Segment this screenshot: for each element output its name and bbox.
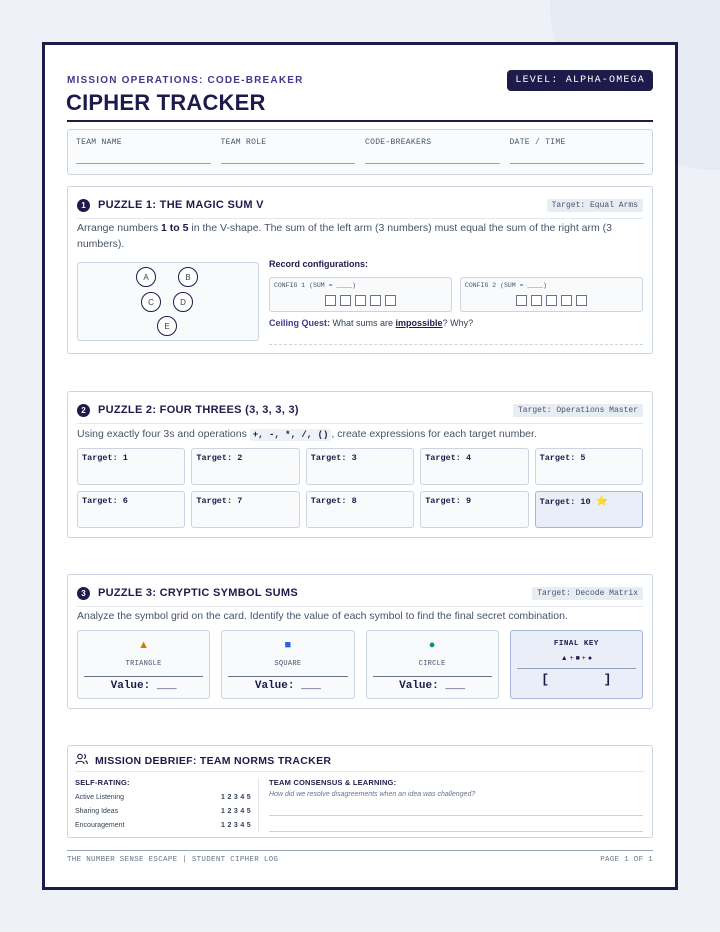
target-cell[interactable]: Target: 7 bbox=[191, 491, 299, 528]
date-time-field[interactable] bbox=[510, 130, 645, 174]
puzzle-number-badge: 3 bbox=[77, 587, 90, 600]
answer-slot[interactable] bbox=[516, 295, 527, 306]
record-configurations-label: Record configurations: bbox=[269, 259, 369, 269]
puzzle-1-target-tag: Target: Equal Arms bbox=[547, 199, 643, 212]
write-line bbox=[76, 163, 211, 164]
puzzle-3-header bbox=[77, 582, 643, 604]
answer-line[interactable] bbox=[269, 344, 643, 345]
quest-text: What sums are bbox=[330, 318, 396, 328]
rating-label: Sharing Ideas bbox=[75, 808, 119, 815]
symbol-name: TRIANGLE bbox=[125, 660, 162, 668]
v-node-b[interactable]: B bbox=[178, 267, 198, 287]
answer-slot[interactable] bbox=[546, 295, 557, 306]
rating-label: Active Listening bbox=[75, 794, 125, 801]
circle-card bbox=[366, 630, 499, 699]
header-divider bbox=[67, 120, 653, 122]
puzzle-number-badge: 2 bbox=[77, 404, 90, 417]
circle-value-field[interactable]: Value: ___ bbox=[399, 680, 466, 692]
rating-row bbox=[75, 822, 251, 829]
instruction-text: in the V-shape. The sum of the left arm (3 numbers) must equal the sum of the right arm (3 numbers). bbox=[77, 222, 612, 250]
v-node-c[interactable]: C bbox=[141, 292, 161, 312]
column-divider bbox=[258, 778, 259, 832]
config-2-slots bbox=[461, 295, 642, 306]
rating-scale[interactable]: 1 2 3 4 5 bbox=[221, 808, 251, 815]
symbol-name: SQUARE bbox=[274, 660, 302, 668]
symbol-grid bbox=[77, 630, 643, 699]
team-name-field[interactable] bbox=[76, 130, 211, 174]
instruction-text: , create expressions for each target number. bbox=[331, 428, 537, 440]
answer-slot[interactable] bbox=[531, 295, 542, 306]
puzzle-1-title: PUZZLE 1: THE MAGIC SUM V bbox=[98, 199, 264, 211]
puzzle-1-instructions bbox=[77, 220, 643, 252]
divider bbox=[77, 606, 643, 607]
target-grid bbox=[77, 448, 643, 528]
target-cell[interactable]: Target: 8 bbox=[306, 491, 414, 528]
answer-slot[interactable] bbox=[370, 295, 381, 306]
puzzle-2-title: PUZZLE 2: FOUR THREES (3, 3, 3, 3) bbox=[98, 404, 299, 416]
rating-scale[interactable]: 1 2 3 4 5 bbox=[221, 822, 251, 829]
ceiling-quest-label: Ceiling Quest: bbox=[269, 318, 331, 328]
answer-slot[interactable] bbox=[355, 295, 366, 306]
code-breakers-label: CODE-BREAKERS bbox=[365, 138, 432, 147]
puzzle-1-card bbox=[67, 186, 653, 354]
users-icon bbox=[75, 752, 88, 770]
final-key-card bbox=[510, 630, 643, 699]
target-cell[interactable]: Target: 2 bbox=[191, 448, 299, 485]
write-line bbox=[365, 163, 500, 164]
divider bbox=[373, 676, 492, 677]
consensus-question: How did we resolve disagreements when an idea was challenged? bbox=[269, 791, 476, 798]
team-name-label: TEAM NAME bbox=[76, 138, 122, 147]
config-2-box bbox=[460, 277, 643, 312]
level-badge: LEVEL: ALPHA-OMEGA bbox=[507, 70, 653, 91]
square-icon: ■ bbox=[284, 639, 292, 651]
target-cell[interactable]: Target: 6 bbox=[77, 491, 185, 528]
divider bbox=[77, 423, 643, 424]
star-icon: ⭐ bbox=[595, 497, 609, 508]
puzzle-2-instructions bbox=[77, 426, 643, 443]
v-shape-diagram bbox=[77, 262, 259, 341]
target-label: Target: 10 bbox=[539, 497, 591, 507]
target-cell-bonus[interactable] bbox=[535, 491, 643, 528]
quest-text: ? Why? bbox=[442, 318, 474, 328]
rating-scale[interactable]: 1 2 3 4 5 bbox=[221, 794, 251, 801]
target-cell[interactable]: Target: 3 bbox=[306, 448, 414, 485]
target-cell[interactable]: Target: 9 bbox=[420, 491, 528, 528]
page-number: PAGE 1 OF 1 bbox=[600, 856, 653, 864]
rating-row bbox=[75, 794, 251, 801]
footer-divider bbox=[67, 850, 653, 851]
puzzle-3-card bbox=[67, 574, 653, 709]
square-value-field[interactable]: Value: ___ bbox=[254, 680, 321, 692]
date-time-label: DATE / TIME bbox=[509, 138, 566, 147]
target-cell[interactable]: Target: 5 bbox=[535, 448, 643, 485]
square-card bbox=[221, 630, 354, 699]
puzzle-3-title: PUZZLE 3: CRYPTIC SYMBOL SUMS bbox=[98, 587, 298, 599]
puzzle-1-header bbox=[77, 194, 643, 216]
answer-slot[interactable] bbox=[561, 295, 572, 306]
divider bbox=[77, 218, 643, 219]
puzzle-number-badge: 1 bbox=[77, 199, 90, 212]
ceiling-quest bbox=[269, 318, 473, 328]
quest-emphasis: impossible bbox=[395, 318, 443, 328]
config-1-label: CONFIG 1 (SUM = ____) bbox=[274, 282, 356, 289]
v-node-a[interactable]: A bbox=[136, 267, 156, 287]
triangle-card bbox=[77, 630, 210, 699]
final-key-title: FINAL KEY bbox=[553, 640, 599, 648]
final-key-answer-field[interactable]: [ ] bbox=[541, 672, 612, 687]
final-key-sequence: ▲ + ■ + ● bbox=[560, 655, 593, 662]
config-2-label: CONFIG 2 (SUM = ____) bbox=[465, 282, 547, 289]
debrief-title: MISSION DEBRIEF: TEAM NORMS TRACKER bbox=[95, 754, 332, 767]
write-line bbox=[510, 163, 645, 164]
instruction-emphasis: 1 to 5 bbox=[161, 222, 189, 234]
answer-line[interactable] bbox=[269, 815, 643, 816]
consensus-label: TEAM CONSENSUS & LEARNING: bbox=[269, 778, 397, 787]
debrief-card bbox=[67, 745, 653, 838]
header-kicker: MISSION OPERATIONS: CODE-BREAKER bbox=[67, 75, 304, 86]
team-role-field[interactable] bbox=[221, 130, 356, 174]
config-1-box bbox=[269, 277, 452, 312]
v-node-d[interactable]: D bbox=[173, 292, 193, 312]
consensus-section bbox=[269, 778, 643, 798]
triangle-icon: ▲ bbox=[138, 639, 150, 651]
instruction-text: Using exactly four 3s and operations bbox=[77, 428, 250, 440]
instruction-text: Arrange numbers bbox=[77, 222, 162, 234]
answer-slot[interactable] bbox=[340, 295, 351, 306]
puzzle-2-header bbox=[77, 399, 643, 421]
answer-slot[interactable] bbox=[576, 295, 587, 306]
config-1-slots bbox=[270, 295, 451, 306]
answer-line[interactable] bbox=[269, 831, 643, 832]
team-role-label: TEAM ROLE bbox=[220, 138, 267, 147]
team-info-box bbox=[67, 129, 653, 175]
answer-slot[interactable] bbox=[385, 295, 396, 306]
page-title: CIPHER TRACKER bbox=[66, 90, 266, 115]
self-rating-section bbox=[75, 778, 251, 829]
write-line bbox=[221, 163, 356, 164]
puzzle-3-instructions: Analyze the symbol grid on the card. Identify the value of each symbol to find the final secret combination. bbox=[77, 610, 568, 622]
triangle-value-field[interactable]: Value: ___ bbox=[110, 680, 177, 692]
puzzle-2-card bbox=[67, 391, 653, 538]
rating-row bbox=[75, 808, 251, 815]
puzzle-3-target-tag: Target: Decode Matrix bbox=[532, 587, 643, 600]
operations-code: +, -, *, /, () bbox=[250, 429, 332, 441]
divider bbox=[84, 676, 203, 677]
worksheet bbox=[42, 42, 678, 890]
answer-slot[interactable] bbox=[325, 295, 336, 306]
divider bbox=[228, 676, 347, 677]
target-cell[interactable]: Target: 4 bbox=[420, 448, 528, 485]
code-breakers-field[interactable] bbox=[365, 130, 500, 174]
divider bbox=[517, 668, 636, 669]
symbol-name: CIRCLE bbox=[418, 660, 446, 668]
target-cell[interactable]: Target: 1 bbox=[77, 448, 185, 485]
debrief-header bbox=[75, 750, 645, 772]
circle-icon: ● bbox=[428, 639, 436, 651]
self-rating-label: SELF-RATING: bbox=[75, 778, 130, 787]
rating-label: Encouragement bbox=[75, 822, 125, 829]
v-node-e[interactable]: E bbox=[157, 316, 177, 336]
puzzle-2-target-tag: Target: Operations Master bbox=[513, 404, 643, 417]
footer-title: THE NUMBER SENSE ESCAPE | STUDENT CIPHER LOG bbox=[67, 856, 279, 864]
